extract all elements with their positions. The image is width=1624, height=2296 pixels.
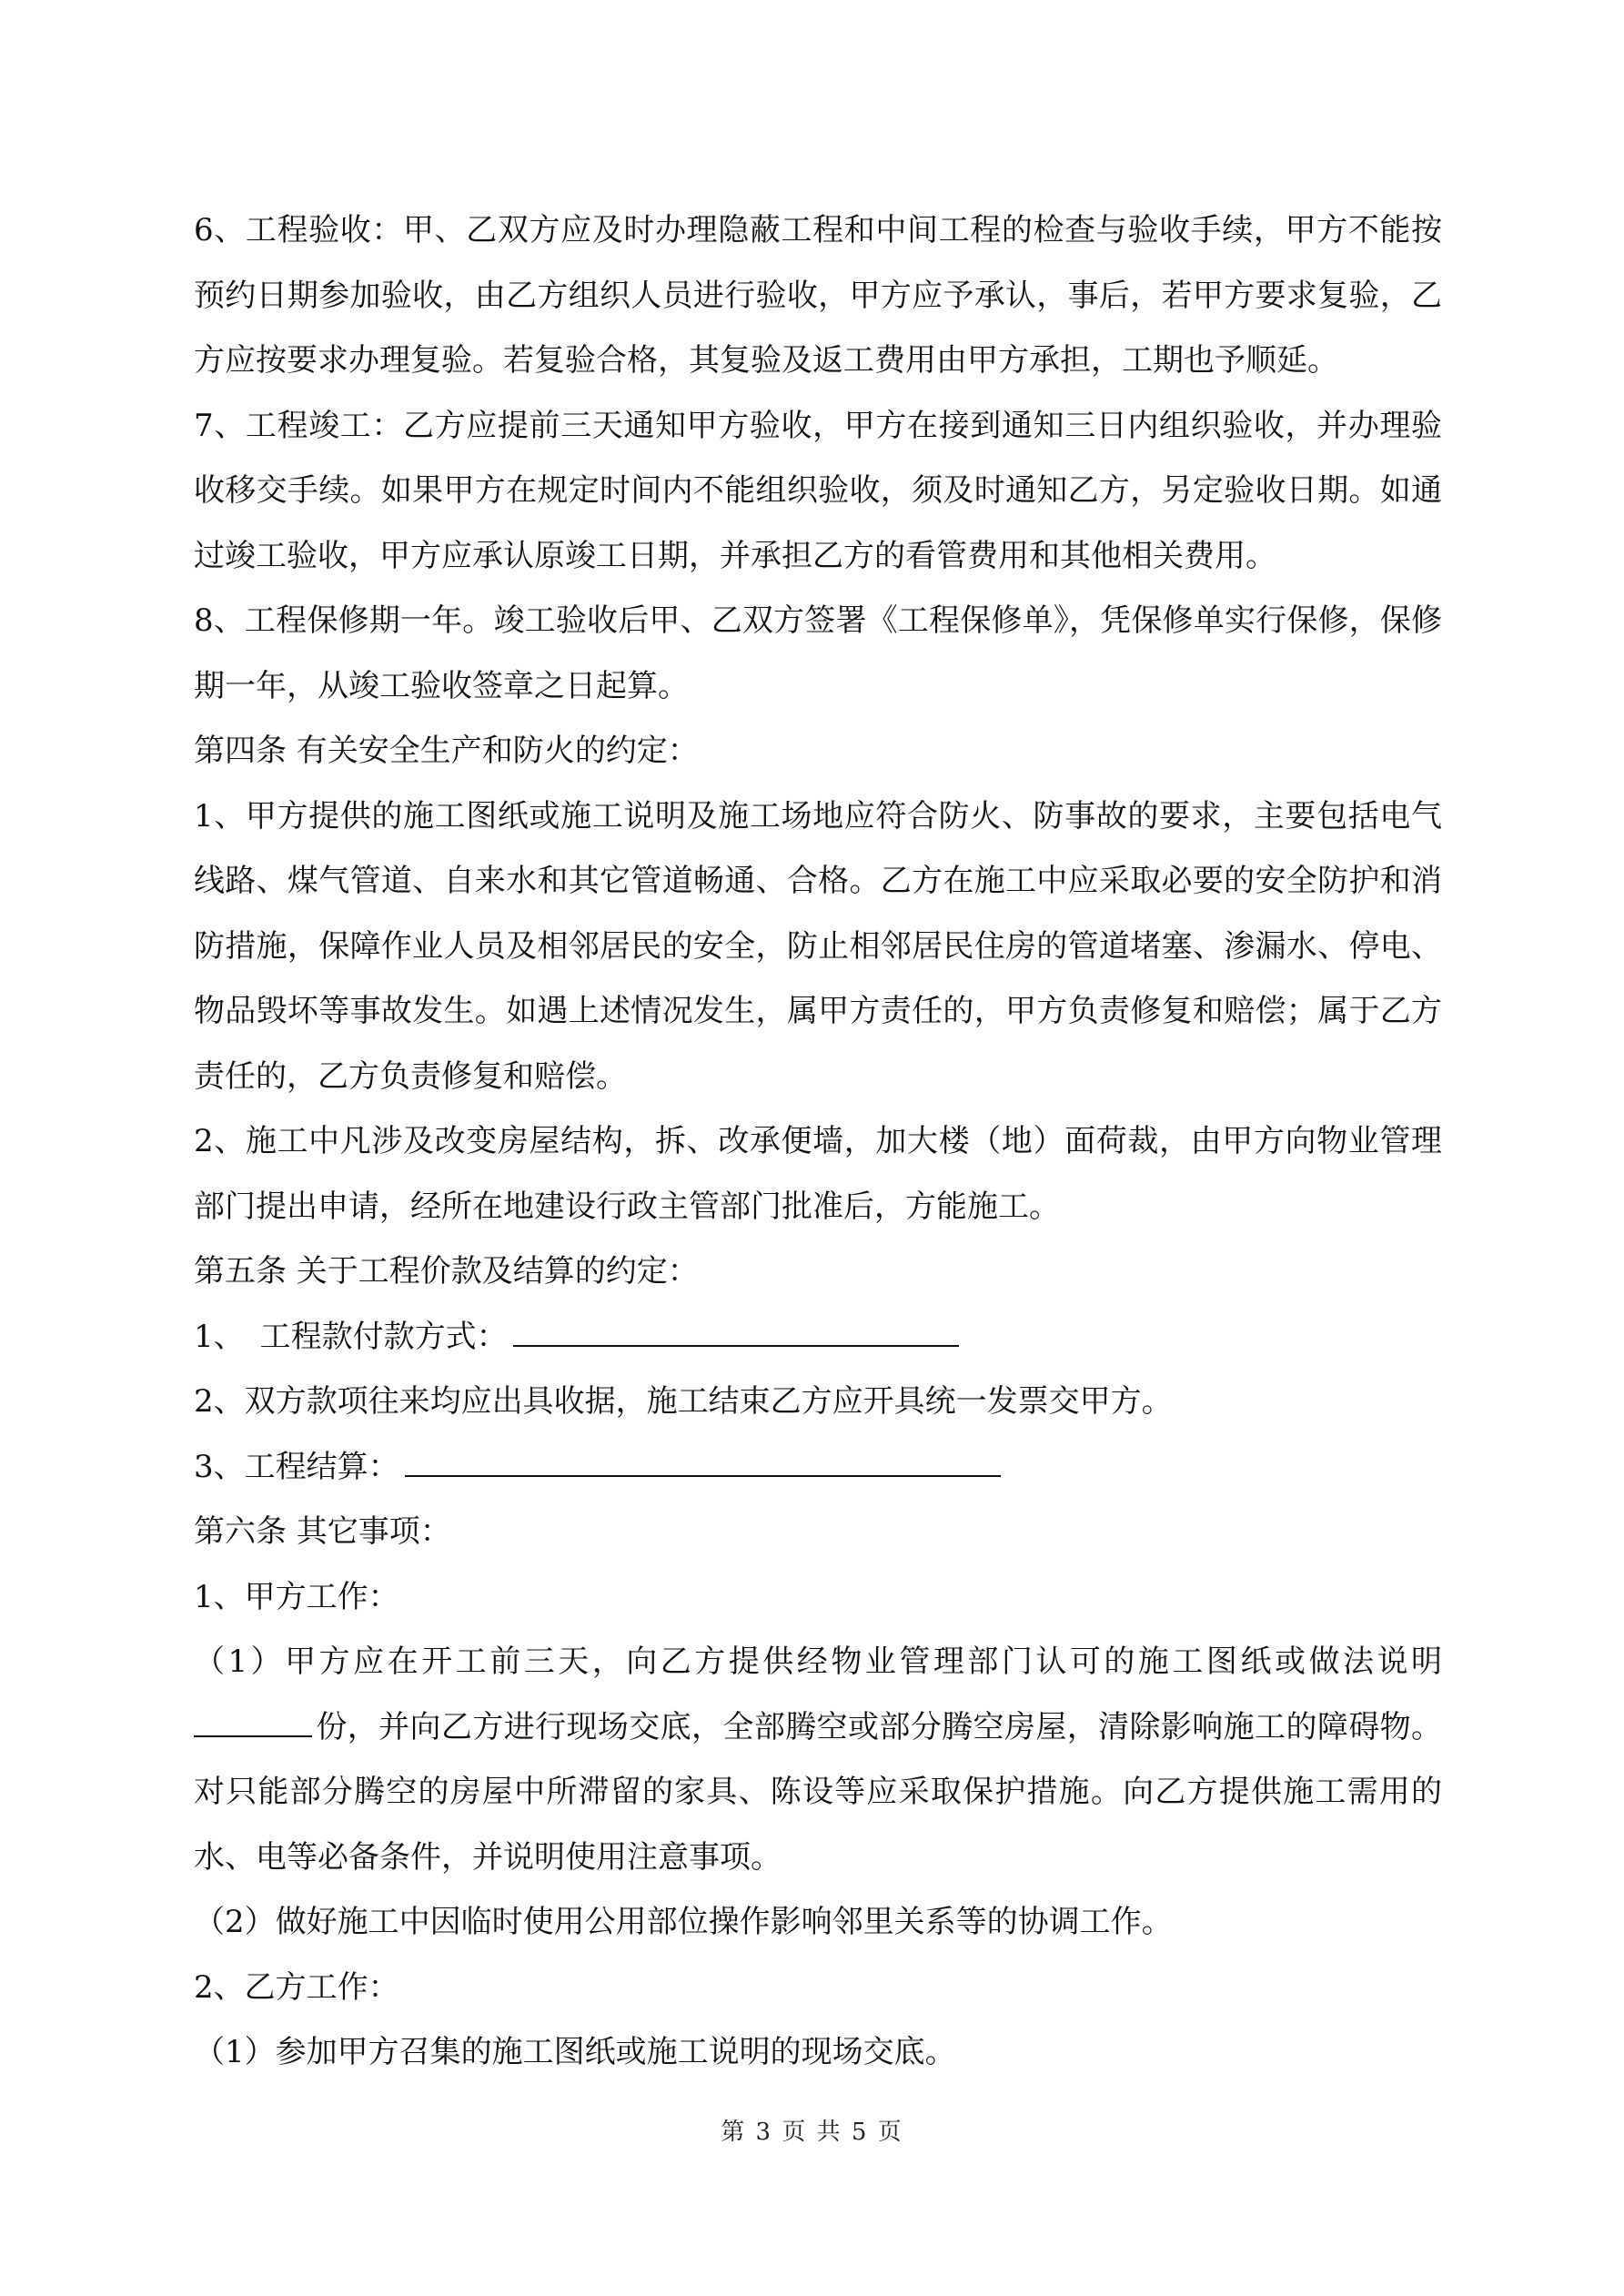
clause-6-acceptance: 6、工程验收：甲、乙双方应及时办理隐蔽工程和中间工程的检查与验收手续，甲方不能按预约日期参加验收，由乙方组织人员进行验收，甲方应予承认，事后，若甲方要求复验，乙方应按要求办理复验。若复验合格，其复验及返工费用由甲方承担，工期也予顺延。 <box>194 212 1442 379</box>
settlement-blank <box>405 1448 1001 1477</box>
payment-method-label: 1、 工程款付款方式： <box>194 1318 508 1355</box>
copies-count-blank <box>194 1708 312 1737</box>
clause-7-completion: 7、工程竣工：乙方应提前三天通知甲方验收，甲方在接到通知三日内组织验收，并办理验收移交手续。如果甲方在规定时间内不能组织验收，须及时通知乙方，另定验收日期。如通过竣工验收，甲方应承认原竣工日期，并承担乙方的看管费用和其他相关费用。 <box>194 407 1442 574</box>
article-5-item-2: 2、双方款项往来均应出具收据，施工结束乙方应开具统一发票交甲方。 <box>194 1383 1173 1420</box>
clause-8-warranty: 8、工程保修期一年。竣工验收后甲、乙双方签署《工程保修单》，凭保修单实行保修，保修期一年，从竣工验收签章之日起算。 <box>194 602 1442 704</box>
article-4-item-2: 2、施工中凡涉及改变房屋结构，拆、改承便墙，加大楼（地）面荷裁，由甲方向物业管理部门提出申请，经所在地建设行政主管部门批准后，方能施工。 <box>194 1123 1442 1225</box>
document-body <box>194 198 1442 2086</box>
article-6-item-1: 1、甲方工作： <box>194 1578 399 1615</box>
article-4-item-1: 1、甲方提供的施工图纸或施工说明及施工场地应符合防火、防事故的要求，主要包括电气线路、煤气管道、自来水和其它管道畅通、合格。乙方在施工中应采取必要的安全防护和消防措施，保障作业人员及相邻居民的安全，防止相邻居民住房的管道堵塞、渗漏水、停电、物品毁坏等事故发生。如遇上述情况发生，属甲方责任的，甲方负责修复和赔偿；属于乙方责任的，乙方负责修复和赔偿。 <box>194 797 1442 1095</box>
party-a-duty-1-pre: （1）甲方应在开工前三天，向乙方提供经物业管理部门认可的施工图纸或做法说明 <box>194 1644 1442 1680</box>
party-a-duty-1-post: 份，并向乙方进行现场交底，全部腾空或部分腾空房屋，清除影响施工的障碍物。对只能部分腾空的房屋中所滞留的家具、陈设等应采取保护措施。向乙方提供施工需用的水、电等必备条件，并说明使用注意事项。 <box>194 1708 1442 1876</box>
article-5-item-1 <box>194 1305 1442 1371</box>
article-5-item-3 <box>194 1435 1442 1501</box>
page-footer: 第 3 页 共 5 页 <box>721 2119 903 2146</box>
settlement-label: 3、工程结算： <box>194 1448 399 1485</box>
article-6-item-2: 2、乙方工作： <box>194 1968 399 2006</box>
payment-method-blank <box>513 1318 959 1347</box>
article-6-item-2-1: （1）参加甲方召集的施工图纸或施工说明的现场交底。 <box>194 2034 956 2070</box>
article-4-title: 第四条 有关安全生产和防火的约定： <box>194 733 699 769</box>
article-5-title: 第五条 关于工程价款及结算的约定： <box>194 1253 699 1290</box>
article-6-title: 第六条 其它事项： <box>194 1513 451 1550</box>
article-6-item-1-2: （2）做好施工中因临时使用公用部位操作影响邻里关系等的协调工作。 <box>194 1904 1173 1940</box>
article-6-item-1-1 <box>194 1630 1442 1890</box>
